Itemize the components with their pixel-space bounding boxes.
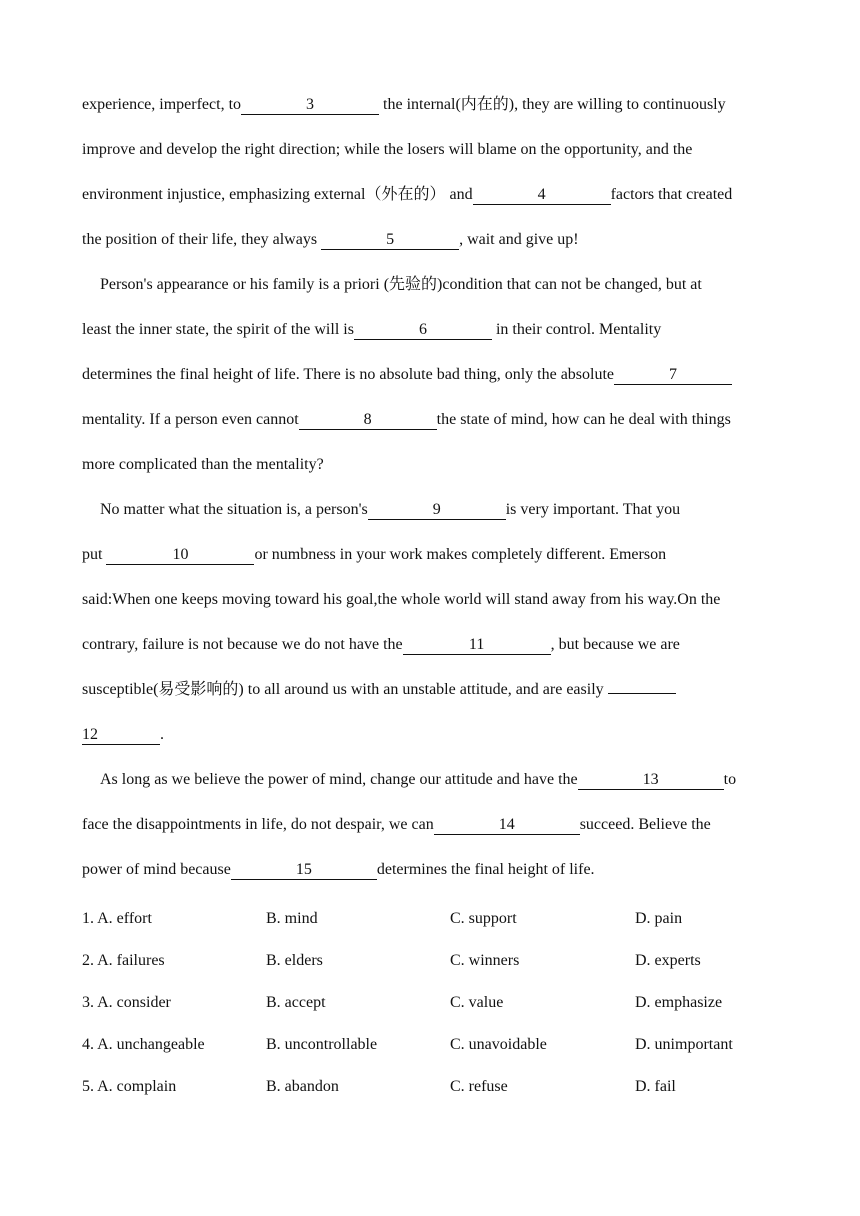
answer-blank[interactable]: 8: [299, 411, 437, 430]
option-a[interactable]: 3. A. consider: [82, 994, 171, 1011]
line-text: succeed. Believe the: [579, 816, 711, 833]
passage-line: [82, 487, 782, 532]
answer-blank[interactable]: 9: [368, 501, 506, 520]
option-row: [82, 1066, 782, 1108]
option-b[interactable]: B. elders: [266, 952, 323, 969]
option-d[interactable]: D. emphasize: [635, 994, 723, 1011]
line-text: the position of their life, they always: [82, 231, 322, 248]
option-c[interactable]: C. unavoidable: [450, 1036, 547, 1053]
option-b[interactable]: B. uncontrollable: [266, 1036, 378, 1053]
option-c[interactable]: C. support: [450, 910, 517, 927]
passage-line: [82, 397, 782, 442]
passage-line: [82, 802, 782, 847]
passage-line: [82, 442, 782, 487]
passage-line: [82, 82, 782, 127]
option-a[interactable]: 4. A. unchangeable: [82, 1036, 205, 1053]
answer-blank[interactable]: 3: [241, 96, 379, 115]
line-text: said:When one keeps moving toward his goal,the whole world will stand away from his way.On the: [82, 591, 721, 608]
option-a[interactable]: 2. A. failures: [82, 952, 165, 969]
line-text: face the disappointments in life, do not despair, we can: [82, 816, 434, 833]
answer-blank[interactable]: 10: [106, 546, 254, 565]
answer-blank[interactable]: 7: [614, 366, 732, 385]
line-text: environment injustice, emphasizing external（外在的） and: [82, 186, 473, 203]
line-text: , but because we are: [550, 636, 680, 653]
option-a[interactable]: 1. A. effort: [82, 910, 152, 927]
passage-line: [82, 127, 782, 172]
line-text: As long as we believe the power of mind, change our attitude and have the: [100, 771, 578, 788]
passage-line: [82, 577, 782, 622]
passage-line: [82, 532, 782, 577]
line-text: factors that created: [610, 186, 733, 203]
answer-blank[interactable]: 15: [231, 861, 377, 880]
passage-line: [82, 712, 782, 757]
option-b[interactable]: B. abandon: [266, 1078, 339, 1095]
option-d[interactable]: D. experts: [635, 952, 701, 969]
option-row: [82, 940, 782, 982]
passage-line: [82, 262, 782, 307]
line-text: in their control. Mentality: [491, 321, 662, 338]
option-row: [82, 898, 782, 940]
line-text: least the inner state, the spirit of the will is: [82, 321, 354, 338]
option-row: [82, 1024, 782, 1066]
option-d[interactable]: D. unimportant: [635, 1036, 733, 1053]
passage-line: [82, 667, 782, 712]
line-text: No matter what the situation is, a person's: [100, 501, 368, 518]
line-text: , wait and give up!: [459, 231, 579, 248]
option-d[interactable]: D. pain: [635, 910, 683, 927]
line-text: is very important. That you: [505, 501, 681, 518]
option-row: [82, 982, 782, 1024]
passage-line: [82, 172, 782, 217]
passage-line: [82, 757, 782, 802]
option-b[interactable]: B. accept: [266, 994, 326, 1011]
answer-blank[interactable]: 4: [473, 186, 611, 205]
line-text: the internal(内在的), they are willing to continuously: [379, 96, 726, 113]
line-text: experience, imperfect, to: [82, 96, 242, 113]
option-a[interactable]: 5. A. complain: [82, 1078, 177, 1095]
answer-blank[interactable]: 6: [354, 321, 492, 340]
line-text: more complicated than the mentality?: [82, 456, 324, 473]
answer-blank[interactable]: 11: [403, 636, 551, 655]
line-text: susceptible(易受影响的) to all around us with an unstable attitude, and are easily: [82, 681, 608, 698]
option-c[interactable]: C. winners: [450, 952, 520, 969]
answer-blank[interactable]: [608, 693, 676, 694]
answer-options: [82, 898, 782, 1108]
answer-blank[interactable]: 5: [321, 231, 459, 250]
passage-line: [82, 847, 782, 892]
answer-blank[interactable]: 13: [578, 771, 724, 790]
line-text: to: [723, 771, 737, 788]
line-text: Person's appearance or his family is a priori (先验的)condition that can not be changed, but at: [100, 276, 702, 293]
line-text: or numbness in your work makes completely different. Emerson: [254, 546, 667, 563]
option-c[interactable]: C. refuse: [450, 1078, 508, 1095]
answer-blank[interactable]: 12: [82, 726, 160, 745]
passage-line: [82, 217, 782, 262]
line-text: improve and develop the right direction; while the losers will blame on the opportunity, and the: [82, 141, 693, 158]
passage-line: [82, 352, 782, 397]
answer-blank[interactable]: 14: [434, 816, 580, 835]
line-text: mentality. If a person even cannot: [82, 411, 299, 428]
passage-line: [82, 622, 782, 667]
line-text: determines the final height of life. There is no absolute bad thing, only the absolute: [82, 366, 615, 383]
line-text: power of mind because: [82, 861, 231, 878]
passage: [82, 82, 782, 892]
line-text: put: [82, 546, 107, 563]
line-text: determines the final height of life.: [376, 861, 595, 878]
option-c[interactable]: C. value: [450, 994, 504, 1011]
line-text: .: [160, 726, 164, 743]
passage-line: [82, 307, 782, 352]
option-b[interactable]: B. mind: [266, 910, 318, 927]
line-text: the state of mind, how can he deal with things: [436, 411, 731, 428]
option-d[interactable]: D. fail: [635, 1078, 676, 1095]
line-text: contrary, failure is not because we do not have the: [82, 636, 403, 653]
